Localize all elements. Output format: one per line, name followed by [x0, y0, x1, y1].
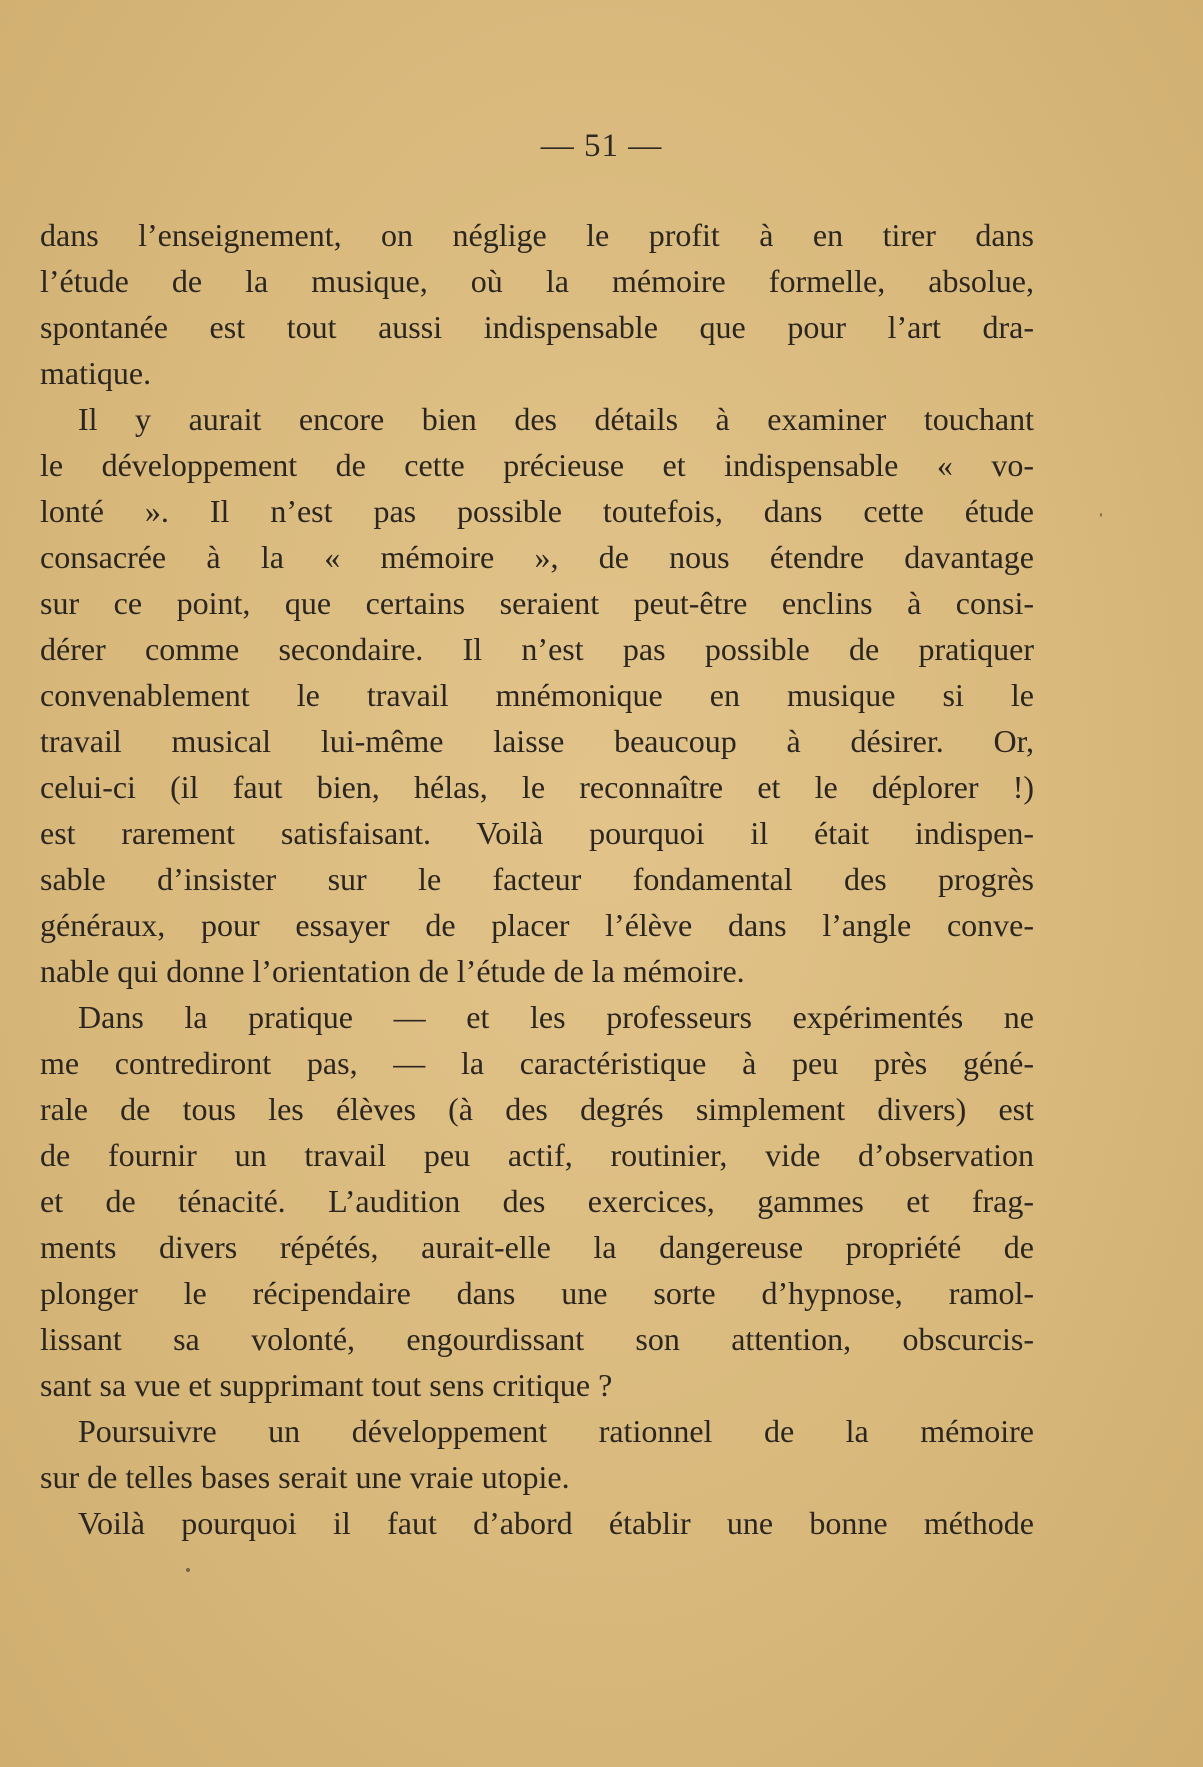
text-line: spontanée est tout aussi indispensable que pour l’art dra- [40, 309, 1034, 345]
text-line: Il y aurait encore bien des détails à examiner touchant [78, 401, 1034, 437]
text-line: me contrediront pas, — la caractéristique à peu près géné- [40, 1045, 1034, 1081]
text-line: dérer comme secondaire. Il n’est pas possible de pratiquer [40, 631, 1034, 667]
text-line: lonté ». Il n’est pas possible toutefois, dans cette étude [40, 493, 1034, 529]
text-line: et de ténacité. L’audition des exercices, gammes et frag- [40, 1183, 1034, 1219]
text-line: dans l’enseignement, on néglige le profit à en tirer dans [40, 217, 1034, 253]
text-line: sur de telles bases serait une vraie utopie. [40, 1459, 570, 1495]
text-line: matique. [40, 355, 152, 391]
text-line: lissant sa volonté, engourdissant son attention, obscurcis- [40, 1321, 1034, 1357]
text-line: Voilà pourquoi il faut d’abord établir une bonne méthode [78, 1505, 1034, 1541]
text-line: plonger le récipendaire dans une sorte d’hypnose, ramol- [40, 1275, 1034, 1311]
text-line: Poursuivre un développement rationnel de la mémoire [78, 1413, 1034, 1449]
text-line: l’étude de la musique, où la mémoire formelle, absolue, [40, 263, 1034, 299]
text-line: ments divers répétés, aurait-elle la dangereuse propriété de [40, 1229, 1034, 1265]
body-text [40, 212, 1034, 1546]
text-line: sant sa vue et supprimant tout sens critique ? [40, 1367, 613, 1403]
text-line: convenablement le travail mnémonique en musique si le [40, 677, 1034, 713]
text-line: sable d’insister sur le facteur fondamental des progrès [40, 861, 1034, 897]
page-number: — 51 — [540, 128, 663, 164]
margin-mark: ˌ [1099, 503, 1103, 519]
text-line: sur ce point, que certains seraient peut-être enclins à consi- [40, 585, 1034, 621]
text-line: généraux, pour essayer de placer l’élève dans l’angle conve- [40, 907, 1034, 943]
text-line: nable qui donne l’orientation de l’étude de la mémoire. [40, 953, 745, 989]
text-line: Dans la pratique — et les professeurs expérimentés ne [78, 999, 1034, 1035]
text-line: le développement de cette précieuse et indispensable « vo- [40, 447, 1034, 483]
text-line: rale de tous les élèves (à des degrés simplement divers) est [40, 1091, 1034, 1127]
text-line: de fournir un travail peu actif, routinier, vide d’observation [40, 1137, 1034, 1173]
ink-speck [186, 1568, 190, 1572]
text-line: celui-ci (il faut bien, hélas, le reconnaître et le déplorer !) [40, 769, 1034, 805]
text-line: travail musical lui-même laisse beaucoup à désirer. Or, [40, 723, 1034, 759]
text-line: est rarement satisfaisant. Voilà pourquoi il était indispen- [40, 815, 1034, 851]
text-line: consacrée à la « mémoire », de nous étendre davantage [40, 539, 1034, 575]
